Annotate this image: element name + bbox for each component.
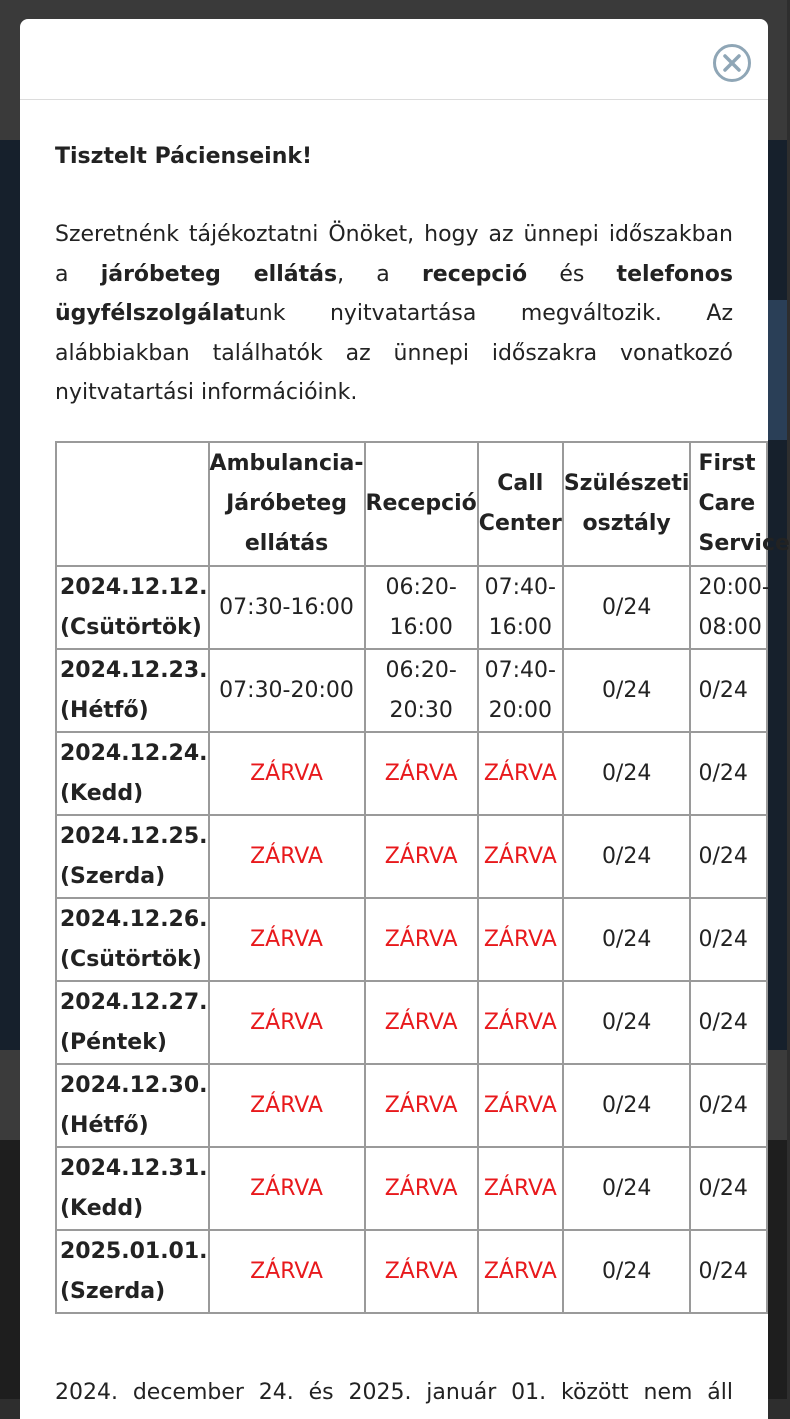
cell-szuleszeti: 0/24 [563, 566, 691, 649]
holiday-hours-modal [20, 19, 790, 1419]
cell-recepcio: ZÁRVA [365, 815, 478, 898]
close-button[interactable] [713, 44, 751, 82]
cell-first-care-text: 0/24 [698, 926, 748, 952]
intro-bold-phone-service: telefonos ügyfélszolgálat [55, 261, 734, 326]
cell-first-care [690, 566, 770, 649]
cell-first-care-text: 0/24 [698, 1009, 748, 1035]
table-row [56, 1147, 767, 1230]
table-row [56, 1064, 767, 1147]
cell-recepcio: ZÁRVA [365, 1230, 478, 1313]
cell-first-care [690, 1147, 767, 1230]
header-call-center: Call Center [478, 442, 563, 566]
header-empty [56, 442, 209, 566]
cell-szuleszeti: 0/24 [563, 649, 691, 732]
cell-first-care [690, 815, 767, 898]
close-icon [723, 54, 741, 72]
cell-szuleszeti: 0/24 [563, 898, 691, 981]
table-header-row [56, 442, 767, 566]
intro-text: Szeretnénk tájékoztatni Önöket, hogy az ünnepi időszakban a [55, 222, 733, 287]
cell-first-care [690, 1230, 767, 1313]
footer-note: 2024. december 24. és 2025. január 01. között nem áll [55, 1380, 733, 1405]
cell-szuleszeti: 0/24 [563, 815, 691, 898]
cell-first-care [690, 981, 767, 1064]
holiday-schedule-table [55, 441, 790, 1314]
row-date: 2024.12.27. (Péntek) [56, 981, 209, 1064]
intro-bold-outpatient: járóbeteg ellátás [100, 261, 338, 287]
cell-call-center: 07:40-20:00 [478, 649, 563, 732]
cell-call-center: ZÁRVA [478, 1064, 563, 1147]
row-date: 2025.01.01. (Szerda) [56, 1230, 209, 1313]
header-first-care [690, 442, 790, 566]
cell-first-care [690, 898, 767, 981]
greeting-heading: Tisztelt Pácienseink! [55, 144, 313, 169]
row-date: 2024.12.23. (Hétfő) [56, 649, 209, 732]
cell-recepcio: ZÁRVA [365, 732, 478, 815]
cell-ambulancia: ZÁRVA [209, 1064, 365, 1147]
row-date: 2024.12.25. (Szerda) [56, 815, 209, 898]
modal-header [20, 19, 768, 100]
table-row [56, 649, 767, 732]
cell-ambulancia: ZÁRVA [209, 815, 365, 898]
cell-call-center: 07:40-16:00 [478, 566, 563, 649]
cell-first-care-text: 0/24 [698, 1175, 748, 1201]
cell-call-center: ZÁRVA [478, 1147, 563, 1230]
cell-ambulancia: ZÁRVA [209, 1230, 365, 1313]
intro-paragraph [55, 215, 733, 413]
table-row [56, 898, 767, 981]
cell-ambulancia: ZÁRVA [209, 981, 365, 1064]
cell-call-center: ZÁRVA [478, 981, 563, 1064]
row-date: 2024.12.31. (Kedd) [56, 1147, 209, 1230]
cell-first-care-text: 0/24 [698, 1092, 748, 1118]
row-date: 2024.12.30. (Hétfő) [56, 1064, 209, 1147]
header-szuleszeti: Szülészeti osztály [563, 442, 691, 566]
cell-first-care [690, 1064, 767, 1147]
cell-call-center: ZÁRVA [478, 732, 563, 815]
row-date: 2024.12.24. (Kedd) [56, 732, 209, 815]
cell-szuleszeti: 0/24 [563, 1230, 691, 1313]
cell-first-care [690, 649, 767, 732]
cell-szuleszeti: 0/24 [563, 732, 691, 815]
row-date: 2024.12.26. (Csütörtök) [56, 898, 209, 981]
row-date: 2024.12.12. (Csütörtök) [56, 566, 209, 649]
table-row [56, 732, 767, 815]
cell-ambulancia: 07:30-16:00 [209, 566, 365, 649]
intro-bold-reception: recepció [421, 261, 528, 287]
cell-szuleszeti: 0/24 [563, 1064, 691, 1147]
cell-ambulancia: 07:30-20:00 [209, 649, 365, 732]
header-recepcio: Recepció [365, 442, 478, 566]
cell-ambulancia: ZÁRVA [209, 898, 365, 981]
table-row [56, 981, 767, 1064]
intro-text: és [527, 261, 617, 287]
cell-ambulancia: ZÁRVA [209, 732, 365, 815]
intro-text: , a [337, 261, 422, 287]
header-ambulancia: Ambulancia-Járóbeteg ellátás [209, 442, 365, 566]
cell-first-care-text: 20:00-08:00 [698, 574, 770, 640]
cell-call-center: ZÁRVA [478, 1230, 563, 1313]
background-hero-accent [767, 300, 787, 440]
cell-recepcio: ZÁRVA [365, 898, 478, 981]
cell-call-center: ZÁRVA [478, 815, 563, 898]
cell-recepcio: 06:20-20:30 [365, 649, 478, 732]
modal-body [55, 137, 733, 413]
cell-first-care-text: 0/24 [698, 760, 748, 786]
cell-call-center: ZÁRVA [478, 898, 563, 981]
cell-first-care-text: 0/24 [698, 1258, 748, 1284]
cell-recepcio: ZÁRVA [365, 1147, 478, 1230]
cell-szuleszeti: 0/24 [563, 1147, 691, 1230]
cell-first-care-text: 0/24 [698, 677, 748, 703]
table-row [56, 1230, 767, 1313]
table-row [56, 815, 767, 898]
cell-recepcio: ZÁRVA [365, 981, 478, 1064]
cell-first-care [690, 732, 767, 815]
cell-recepcio: 06:20-16:00 [365, 566, 478, 649]
cell-first-care-text: 0/24 [698, 843, 748, 869]
cell-szuleszeti: 0/24 [563, 981, 691, 1064]
header-first-care-text: First Care Service [698, 451, 790, 556]
table-row [56, 566, 767, 649]
cell-ambulancia: ZÁRVA [209, 1147, 365, 1230]
cell-recepcio: ZÁRVA [365, 1064, 478, 1147]
intro-text: unk nyitvatartása megváltozik. Az alábbiakban találhatók az ünnepi időszakra vonatkozó nyitvatartási információink. [55, 301, 733, 405]
